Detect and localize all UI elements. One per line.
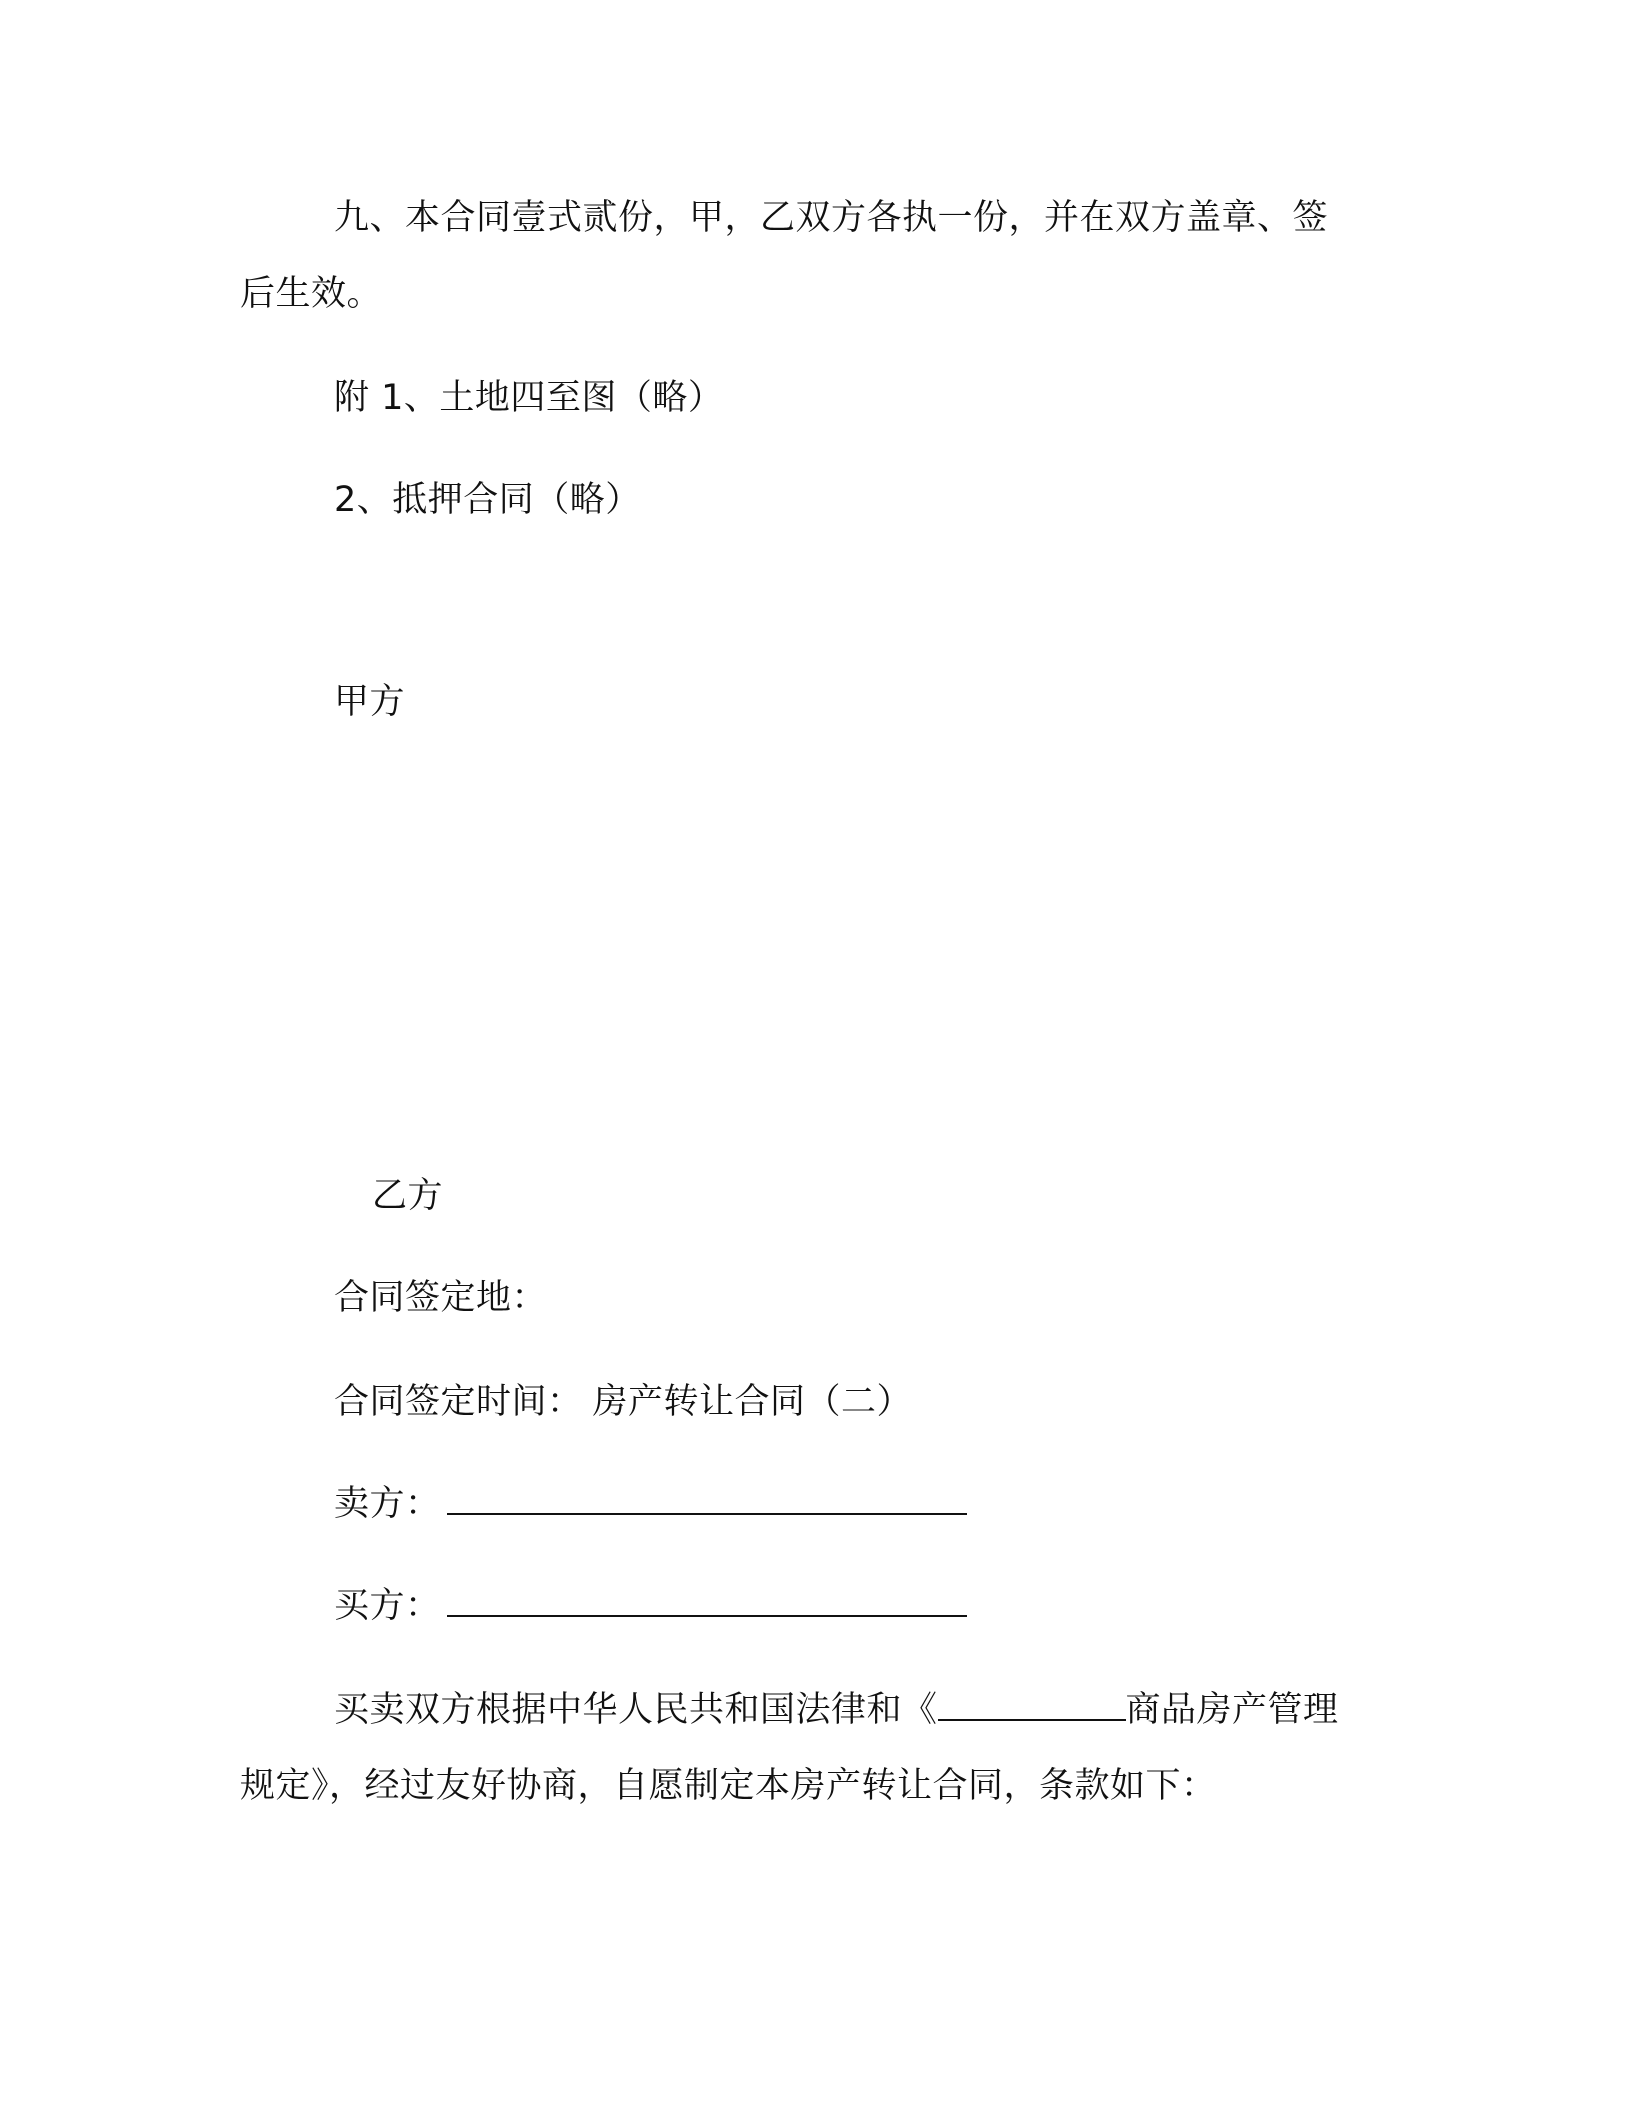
party-b-label: 乙方 (372, 1176, 444, 1216)
buyer-row (334, 1584, 967, 1628)
clause-9-line-1: 九、本合同壹式贰份，甲，乙双方各执一份，并在双方盖章、签 (334, 198, 1329, 238)
buyer-blank (447, 1585, 967, 1617)
regulation-blank (938, 1689, 1126, 1721)
sign-time-row (334, 1380, 912, 1424)
intro-prefix: 买卖双方根据中华人民共和国法律和《 (334, 1690, 938, 1730)
sign-place-label: 合同签定地： (334, 1278, 548, 1318)
next-contract-title: 房产转让合同（二） (592, 1382, 913, 1422)
seller-label: 卖方： (334, 1484, 441, 1524)
clause-9-line-2: 后生效。 (240, 274, 383, 314)
seller-blank (447, 1483, 967, 1515)
intro-suffix: 商品房产管理 (1125, 1690, 1339, 1730)
appendix-2: 2、抵押合同（略） (334, 480, 641, 520)
party-a-label: 甲方 (334, 682, 406, 722)
intro-line-1 (334, 1688, 1339, 1732)
intro-line-2: 规定》，经过友好协商，自愿制定本房产转让合同，条款如下： (240, 1766, 1217, 1806)
appendix-1: 附 1、土地四至图（略） (334, 378, 724, 418)
seller-row (334, 1482, 967, 1526)
sign-time-label: 合同签定时间： (334, 1382, 583, 1422)
buyer-label: 买方： (334, 1586, 441, 1626)
